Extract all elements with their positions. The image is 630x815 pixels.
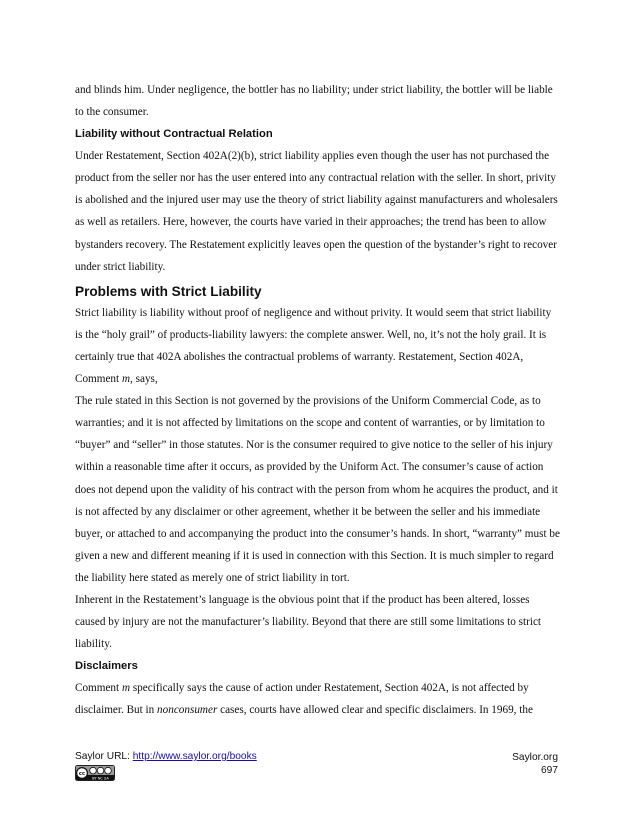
page-content <box>75 79 560 721</box>
paragraph-strict-liability-intro <box>75 302 560 390</box>
footer-site: Saylor.org <box>512 752 558 763</box>
paragraph-disclaimers <box>75 677 560 721</box>
italic-comment-m: m <box>121 682 131 695</box>
heading-disclaimers: Disclaimers <box>75 660 138 673</box>
svg-text:cc: cc <box>78 771 86 777</box>
paragraph-restatement-402a-2b: Under Restatement, Section 402A(2)(b), strict liability applies even though the user has not purchased the product from the seller nor has the user entered into any contractual relation with the seller. In short, privity is abolished and the injured user may use the theory of strict liability against manufacturers and wholesalers as well as retailers. Here, however, the courts have varied in their approaches; the trend has been to allow bystanders recovery. The Restatement explicitly leaves open the question of the bystander’s right to recover under strict liability. <box>75 150 558 273</box>
saylor-url-label: Saylor URL: <box>75 751 133 762</box>
heading-liability-without-contractual-relation: Liability without Contractual Relation <box>75 128 273 141</box>
footer-right <box>512 751 558 777</box>
text-span: Comment <box>75 682 122 695</box>
page-number: 697 <box>541 765 558 776</box>
block-quote-comment-m: The rule stated in this Section is not governed by the provisions of the Uniform Commercial Code, as to warranties; and it is not affected by limitations on the scope and content of warranties, or by limitation to “buyer” and “seller” in those statutes. Nor is the consumer required to give notice to the seller of his injury within a reasonable time after it occurs, as provided by the Uniform Act. The consumer’s cause of action does not depend upon the validity of his contract with the person from whom he acquires the product, and it is not affected by any disclaimer or other agreement, whether it be between the seller and his immediate buyer, or attached to and accompanying the product into the consumer’s hands. In short, “warranty” must be given a new and different meaning if it is used in connection with this Section. It is much simpler to regard the liability here stated as merely one of strict liability in tort. <box>75 395 560 584</box>
creative-commons-license-icon <box>75 765 115 781</box>
saylor-url-link[interactable]: http://www.saylor.org/books <box>132 751 257 762</box>
text-span: , says, <box>130 373 158 386</box>
italic-nonconsumer: nonconsumer <box>157 704 218 717</box>
heading-problems-with-strict-liability: Problems with Strict Liability <box>75 283 262 299</box>
italic-comment-m: m <box>121 373 131 386</box>
paragraph-bottler-liability: and blinds him. Under negligence, the bottler has no liability; under strict liability, the bottler will be liable to the consumer. <box>75 84 553 119</box>
text-span: Strict liability is liability without proof of negligence and without privity. It would seem that strict liability is the “holy grail” of products-liability lawyers: the complete answer. Well, no, it’s not the holy grail. It is certainly true that 402A abolishes the contractual problems of warranty. Restatement, Section 402A, Comment <box>75 306 552 386</box>
license-badge-text: BY NC SA <box>92 776 109 781</box>
text-span: cases, courts have allowed clear and specific disclaimers. In 1969, the <box>217 704 533 717</box>
text-span: specifically says the cause of action under Restatement, Section 402A, is not affected by disclaimer. But in <box>75 682 529 717</box>
paragraph-altered-product: Inherent in the Restatement’s language is the obvious point that if the product has been altered, losses caused by injury are not the manufacturer’s liability. Beyond that there are still some limitations to strict liability. <box>75 593 542 651</box>
footer-saylor-url <box>75 751 257 762</box>
